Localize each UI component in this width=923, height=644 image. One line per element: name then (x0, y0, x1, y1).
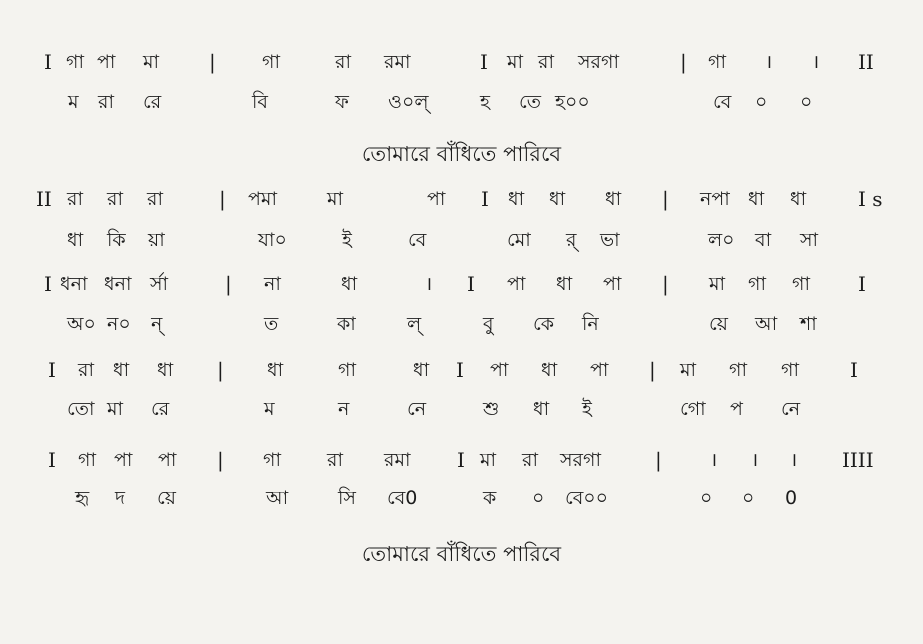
bar-line: | (655, 448, 662, 472)
bar-line: I (457, 448, 465, 472)
lyric-syllable: আ (755, 313, 778, 335)
refrain-2: তোমারে বাঁধিতে পারিবে (361, 542, 562, 566)
note-cell: । (765, 51, 773, 73)
lyric-syllable: মা (107, 398, 124, 420)
bar-line: | (219, 187, 226, 211)
lyric-syllable: ই (582, 398, 592, 420)
lyric-syllable: ম (68, 91, 79, 113)
lyric-syllable: ০ (755, 91, 768, 113)
bar-line: I (44, 272, 52, 296)
note-cell: না (264, 273, 281, 295)
note-cell: রমা (384, 449, 411, 471)
bar-line: | (217, 358, 224, 382)
note-cell: গা (78, 449, 96, 471)
lyric-syllable: সি (338, 487, 356, 509)
note-cell: ধা (267, 359, 284, 381)
note-cell: গা (748, 273, 766, 295)
note-cell: পা (427, 188, 446, 210)
note-cell: । (425, 273, 433, 295)
note-cell: সরগা (560, 449, 601, 471)
note-cell: রা (327, 449, 343, 471)
lyric-syllable: তে (519, 91, 541, 113)
note-cell: গা (729, 359, 747, 381)
bar-line: I (48, 358, 56, 382)
lyric-syllable: ই (342, 229, 352, 251)
refrain-1: তোমারে বাঁধিতে পারিবে (361, 142, 562, 166)
bar-line: | (649, 358, 656, 382)
lyric-syllable: বে (408, 229, 427, 251)
bar-line: II (36, 187, 52, 211)
note-cell: পা (97, 51, 116, 73)
note-cell: ধা (157, 359, 174, 381)
note-cell: র্সা (150, 273, 169, 295)
note-cell: রা (522, 449, 538, 471)
note-cell: পা (114, 449, 133, 471)
note-cell: পা (590, 359, 609, 381)
bar-line: I (481, 187, 489, 211)
bar-line: I (456, 358, 464, 382)
lyric-syllable: য়ে (157, 487, 176, 509)
bar-line: I (480, 50, 488, 74)
note-cell: মা (507, 51, 524, 73)
lyric-syllable: ফ (335, 91, 349, 113)
note-cell: মা (680, 359, 697, 381)
note-cell: গা (781, 359, 799, 381)
lyric-syllable: ভা (600, 229, 620, 251)
note-cell: পা (603, 273, 622, 295)
lyric-syllable: ধা (67, 229, 84, 251)
note-cell: ধনা (60, 273, 88, 295)
bar-line: I (850, 358, 858, 382)
lyric-syllable: ধা (533, 398, 550, 420)
lyric-syllable: প (730, 398, 743, 420)
lyric-syllable: কে (533, 313, 555, 335)
bar-line: | (217, 448, 224, 472)
note-cell: ধা (113, 359, 130, 381)
lyric-syllable: কি (107, 229, 126, 251)
lyric-syllable: ন০ (107, 313, 131, 335)
note-cell: পা (490, 359, 509, 381)
note-cell: রা (147, 188, 163, 210)
note-cell: । (812, 51, 820, 73)
note-cell: রমা (384, 51, 411, 73)
note-cell: মা (709, 273, 726, 295)
note-cell: ধা (556, 273, 573, 295)
lyric-syllable: ম (264, 398, 275, 420)
bar-line: | (225, 272, 232, 296)
lyric-syllable: য়া (148, 229, 165, 251)
note-cell: গা (708, 51, 726, 73)
lyric-syllable: নে (407, 398, 427, 420)
lyric-syllable: বু (483, 313, 494, 335)
bar-line: | (662, 272, 669, 296)
note-cell: মা (327, 188, 344, 210)
lyric-syllable: হ (480, 91, 490, 113)
note-cell: । (710, 449, 718, 471)
bar-line: IIII (842, 448, 874, 472)
lyric-syllable: ও০ল্ (388, 91, 429, 113)
note-cell: রা (335, 51, 351, 73)
lyric-syllable: তো (67, 398, 95, 420)
note-cell: মা (143, 51, 160, 73)
note-cell: গা (792, 273, 810, 295)
note-cell: ধা (549, 188, 566, 210)
lyric-syllable: ০ (800, 91, 813, 113)
lyric-syllable: ল০ (708, 229, 735, 251)
bar-line: I (44, 50, 52, 74)
lyric-syllable: রে (151, 398, 170, 420)
note-cell: ধা (341, 273, 358, 295)
bar-line: I (48, 448, 56, 472)
note-cell: ধনা (104, 273, 132, 295)
lyric-syllable: গো (680, 398, 706, 420)
lyric-syllable: রা (98, 91, 114, 113)
lyric-syllable: যা০ (258, 229, 287, 251)
lyric-syllable: বে (713, 91, 732, 113)
lyric-syllable: ত (264, 313, 279, 335)
lyric-syllable: ০ (742, 487, 755, 509)
bar-line: II (858, 50, 874, 74)
lyric-syllable: হৃ (75, 487, 90, 509)
lyric-syllable: ল্ (407, 313, 422, 335)
note-cell: গা (66, 51, 84, 73)
lyric-syllable: 0 (785, 487, 798, 509)
note-cell: পা (158, 449, 177, 471)
note-cell: গা (262, 51, 280, 73)
lyric-syllable: বা (755, 229, 772, 251)
note-cell: । (790, 449, 798, 471)
lyric-syllable: ন্ (151, 313, 163, 335)
lyric-syllable: য়ে (709, 313, 728, 335)
lyric-syllable: বে0 (387, 487, 418, 509)
note-cell: ধা (605, 188, 622, 210)
note-cell: নপা (700, 188, 730, 210)
note-cell: রা (67, 188, 83, 210)
bar-line: I (467, 272, 475, 296)
lyric-syllable: বে০০ (565, 487, 608, 509)
note-cell: রা (107, 188, 123, 210)
lyric-syllable: কা (337, 313, 356, 335)
lyric-syllable: সা (800, 229, 819, 251)
note-cell: গা (263, 449, 281, 471)
lyric-syllable: হ০০ (555, 91, 590, 113)
note-cell: ধা (413, 359, 430, 381)
lyric-syllable: ক (483, 487, 497, 509)
lyric-syllable: নে (781, 398, 801, 420)
note-cell: পা (507, 273, 526, 295)
note-cell: মা (480, 449, 497, 471)
lyric-syllable: শু (483, 398, 500, 420)
lyric-syllable: শা (800, 313, 817, 335)
lyric-syllable: রে (143, 91, 162, 113)
note-cell: পমা (248, 188, 277, 210)
bar-line: I (858, 272, 866, 296)
note-cell: গা (338, 359, 356, 381)
lyric-syllable: আ (266, 487, 289, 509)
lyric-syllable: ০ (700, 487, 713, 509)
lyric-syllable: নি (582, 313, 599, 335)
bar-line: I s (858, 187, 883, 211)
lyric-syllable: দ (115, 487, 125, 509)
note-cell: ধা (541, 359, 558, 381)
note-cell: ধা (508, 188, 525, 210)
lyric-syllable: মো (507, 229, 531, 251)
lyric-syllable: র্ (566, 229, 577, 251)
note-cell: । (751, 449, 759, 471)
note-cell: রা (78, 359, 94, 381)
lyric-syllable: ০ (532, 487, 545, 509)
note-cell: সরগা (578, 51, 619, 73)
bar-line: | (209, 50, 216, 74)
bar-line: | (680, 50, 687, 74)
bar-line: | (662, 187, 669, 211)
note-cell: ধা (748, 188, 765, 210)
note-cell: ধা (790, 188, 807, 210)
lyric-syllable: অ০ (67, 313, 96, 335)
lyric-syllable: বি (252, 91, 269, 113)
lyric-syllable: ন (338, 398, 350, 420)
note-cell: রা (538, 51, 554, 73)
